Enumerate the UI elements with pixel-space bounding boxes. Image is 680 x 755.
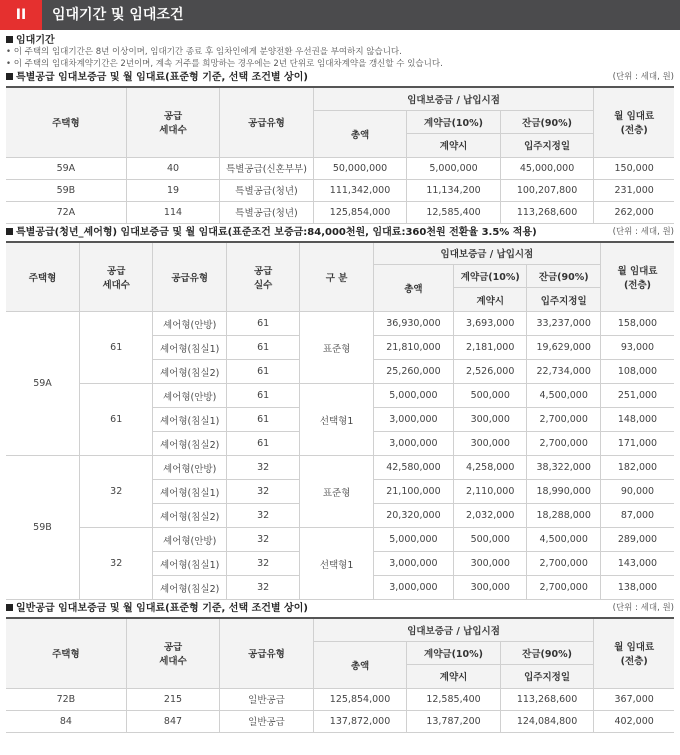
table-row: 셰어형(침실1) 61 3,000,000 300,000 2,700,000 148,000 [6, 408, 674, 432]
col-type: 주택형 [6, 242, 79, 312]
col-rent: 월 임대료 (전층) [600, 242, 674, 312]
period-note-2: • 이 주택의 임대차계약기간은 2년이며, 계속 거주를 희망하는 경우에는 2년 단위로 임대차계약을 갱신할 수 있습니다. [6, 58, 443, 69]
col-total: 총액 [373, 265, 453, 312]
bullet-square-icon [6, 36, 13, 43]
table-row: 59A 61 셰어형(안방) 61 표준형 36,930,000 3,693,000 33,237,000 158,000 [6, 312, 674, 336]
col-supply: 공급유형 [220, 618, 314, 688]
table-row: 셰어형(침실2) 32 3,000,000 300,000 2,700,000 138,000 [6, 576, 674, 600]
col-div: 구 분 [300, 242, 373, 312]
period-note-1: • 이 주택의 임대기간은 8년 이상이며, 임대기간 종료 후 임차인에게 분양전환 우선권을 부여하지 않습니다. [6, 47, 402, 57]
table-row: 셰어형(침실2) 61 3,000,000 300,000 2,700,000 171,000 [6, 432, 674, 456]
col-supply: 공급유형 [153, 242, 226, 312]
table-row: 72B 215 일반공급 125,854,000 12,585,400 113,268,600 367,000 [6, 688, 674, 710]
period-title: 임대기간 [6, 34, 674, 47]
col-contract: 계약금(10%) [407, 641, 501, 664]
table2-title: 특별공급(청년_셰어형) 임대보증금 및 월 임대료(표준조건 보증금:84,000천원, 임대료:360천원 전환율 3.5% 적용) (단위 : 세대, 원) [6, 226, 674, 239]
col-balance-when: 입주지정일 [500, 664, 594, 688]
table-row: 셰어형(침실1) 61 21,810,000 2,181,000 19,629,000 93,000 [6, 336, 674, 360]
col-total: 총액 [313, 641, 407, 688]
table-row: 셰어형(침실2) 61 25,260,000 2,526,000 22,734,000 108,000 [6, 360, 674, 384]
table3-title: 일반공급 임대보증금 및 월 임대료(표준형 기준, 선택 조건별 상이) (단위 : 세대, 원) [6, 602, 674, 615]
col-rent: 월 임대료 (전층) [594, 87, 674, 157]
col-rent: 월 임대료 (전층) [594, 618, 674, 688]
col-deposit: 임대보증금 / 납입시점 [313, 87, 594, 110]
section-header [0, 0, 680, 30]
section-title: 임대기간 및 임대조건 [52, 7, 184, 23]
col-deposit: 임대보증금 / 납입시점 [313, 618, 594, 641]
table-row: 셰어형(침실1) 32 21,100,000 2,110,000 18,990,000 90,000 [6, 480, 674, 504]
table-row: 59A 40 특별공급(신혼부부) 50,000,000 5,000,000 45,000,000 150,000 [6, 157, 674, 179]
col-deposit: 임대보증금 / 납입시점 [373, 242, 600, 265]
special-supply-table [6, 86, 674, 224]
bullet-square-icon [6, 604, 13, 611]
table-row: 59B 32 셰어형(안방) 32 표준형 42,580,000 4,258,000 38,322,000 182,000 [6, 456, 674, 480]
col-balance: 잔금(90%) [500, 641, 594, 664]
table-row: 59B 19 특별공급(청년) 111,342,000 11,134,200 100,207,800 231,000 [6, 179, 674, 201]
col-supply: 공급유형 [220, 87, 314, 157]
col-total: 총액 [313, 110, 407, 157]
bullet-square-icon [6, 73, 13, 80]
col-balance-when: 입주지정일 [500, 133, 594, 157]
table-row: 72A 114 특별공급(청년) 125,854,000 12,585,400 113,268,600 262,000 [6, 201, 674, 223]
col-contract-when: 계약시 [454, 288, 527, 312]
col-units: 공급 세대수 [126, 618, 220, 688]
share-type-table [6, 241, 674, 601]
table-row: 61 셰어형(안방) 61 선택형1 5,000,000 500,000 4,500,000 251,000 [6, 384, 674, 408]
general-supply-table [6, 617, 674, 733]
bullet-square-icon [6, 228, 13, 235]
table1-title: 특별공급 임대보증금 및 월 임대료(표준형 기준, 선택 조건별 상이) (단위 : 세대, 원) [6, 71, 674, 84]
col-contract-when: 계약시 [407, 664, 501, 688]
col-contract-when: 계약시 [407, 133, 501, 157]
col-real: 공급 실수 [226, 242, 299, 312]
col-type: 주택형 [6, 618, 126, 688]
table-row: 32 셰어형(안방) 32 선택형1 5,000,000 500,000 4,500,000 289,000 [6, 528, 674, 552]
col-type: 주택형 [6, 87, 126, 157]
col-balance: 잔금(90%) [527, 265, 600, 288]
col-contract: 계약금(10%) [407, 110, 501, 133]
col-units: 공급 세대수 [79, 242, 152, 312]
col-balance: 잔금(90%) [500, 110, 594, 133]
col-units: 공급 세대수 [126, 87, 220, 157]
table-row: 셰어형(침실1) 32 3,000,000 300,000 2,700,000 143,000 [6, 552, 674, 576]
col-balance-when: 입주지정일 [527, 288, 600, 312]
table-row: 84 847 일반공급 137,872,000 13,787,200 124,084,800 402,000 [6, 710, 674, 732]
section-number: II [0, 0, 42, 30]
table-row: 셰어형(침실2) 32 20,320,000 2,032,000 18,288,000 87,000 [6, 504, 674, 528]
col-contract: 계약금(10%) [454, 265, 527, 288]
